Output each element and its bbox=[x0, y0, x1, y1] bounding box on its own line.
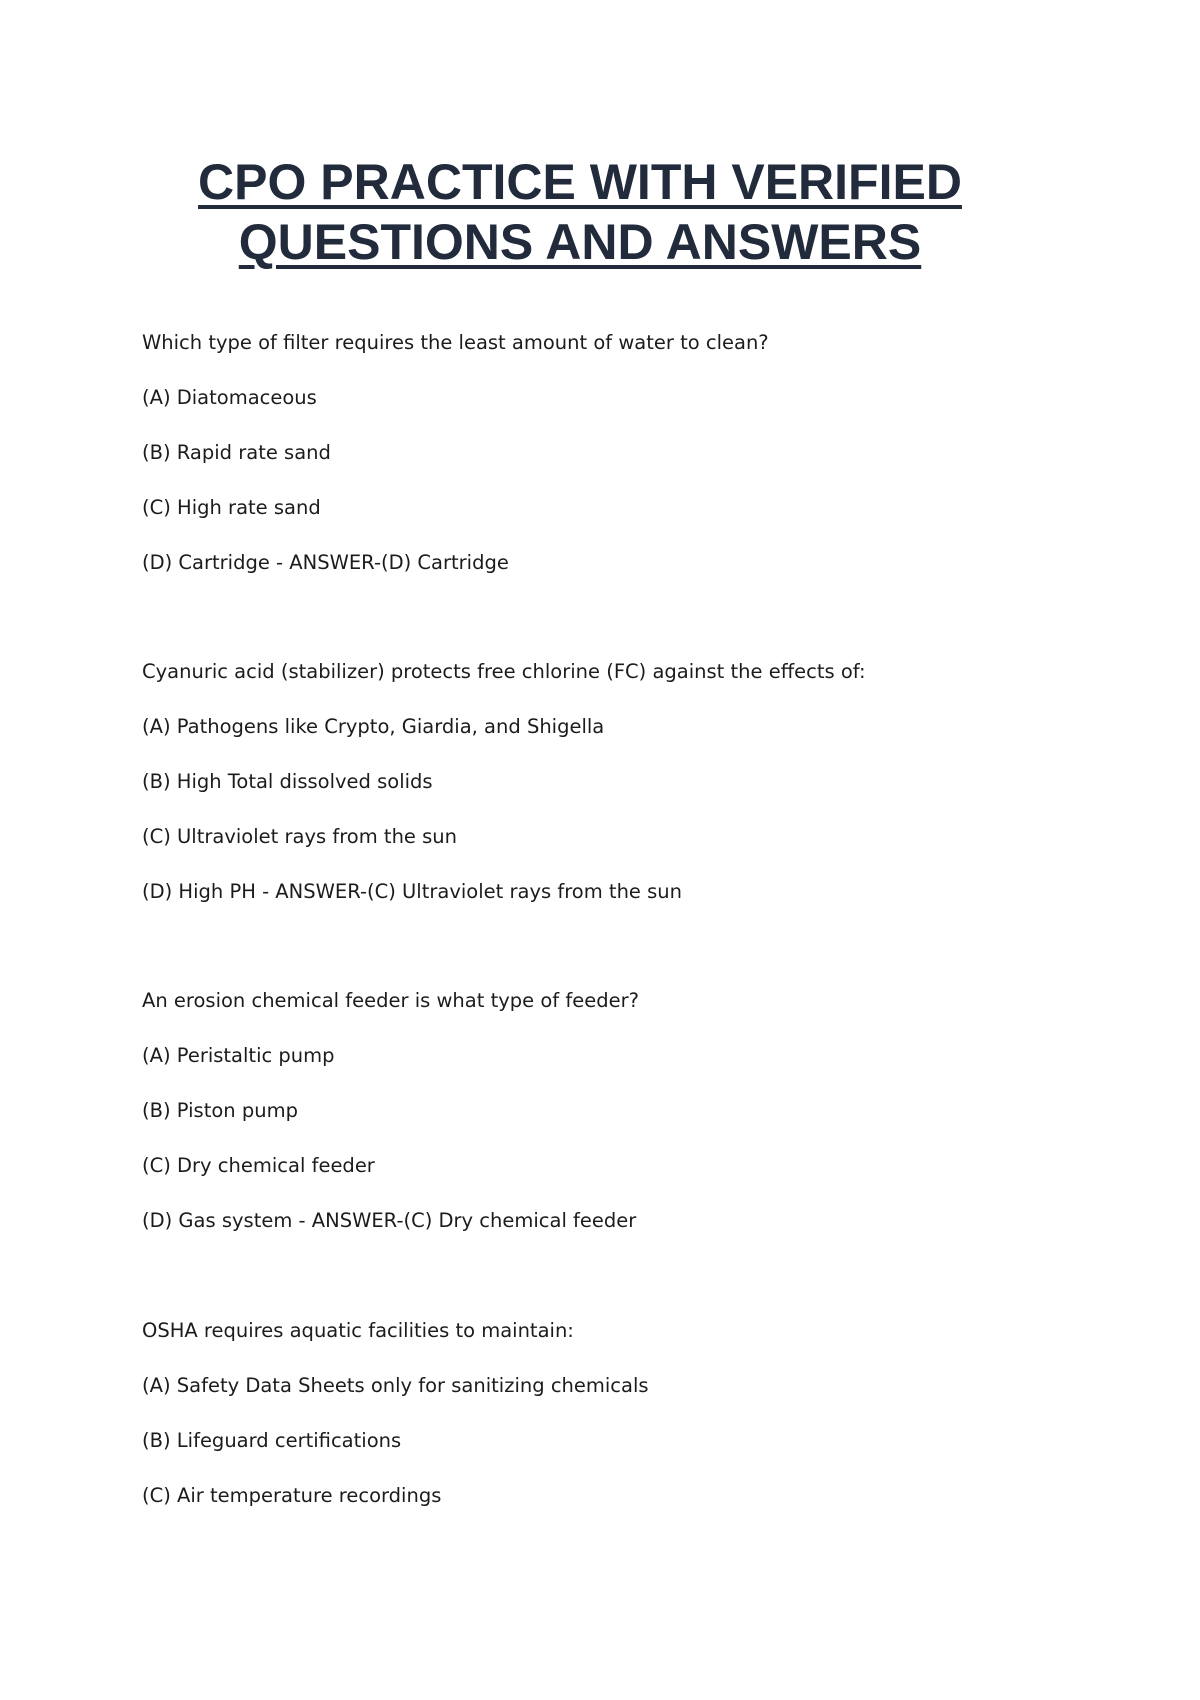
document-title bbox=[0, 152, 1160, 272]
title-line-1: CPO PRACTICE WITH VERIFIED bbox=[198, 154, 962, 210]
question-text: Cyanuric acid (stabilizer) protects free chlorine (FC) against the effects of: bbox=[142, 660, 866, 683]
option-c: (C) Ultraviolet rays from the sun bbox=[142, 825, 457, 848]
option-a: (A) Peristaltic pump bbox=[142, 1044, 335, 1067]
option-d-with-answer: (D) Cartridge - ANSWER-(D) Cartridge bbox=[142, 551, 509, 574]
option-a: (A) Diatomaceous bbox=[142, 386, 317, 409]
option-b: (B) Rapid rate sand bbox=[142, 441, 331, 464]
question-text: OSHA requires aquatic facilities to maintain: bbox=[142, 1319, 574, 1342]
option-b: (B) Lifeguard certifications bbox=[142, 1429, 402, 1452]
option-d-with-answer: (D) Gas system - ANSWER-(C) Dry chemical feeder bbox=[142, 1209, 637, 1232]
question-block-1 bbox=[142, 330, 1142, 605]
question-text: Which type of filter requires the least amount of water to clean? bbox=[142, 331, 769, 354]
question-block-4 bbox=[142, 1318, 1142, 1538]
option-c: (C) Air temperature recordings bbox=[142, 1484, 442, 1507]
option-b: (B) High Total dissolved solids bbox=[142, 770, 433, 793]
title-line-2: QUESTIONS AND ANSWERS bbox=[238, 214, 922, 270]
option-a: (A) Safety Data Sheets only for sanitizing chemicals bbox=[142, 1374, 649, 1397]
option-d-with-answer: (D) High PH - ANSWER-(C) Ultraviolet rays from the sun bbox=[142, 880, 683, 903]
option-b: (B) Piston pump bbox=[142, 1099, 298, 1122]
option-c: (C) Dry chemical feeder bbox=[142, 1154, 375, 1177]
option-c: (C) High rate sand bbox=[142, 496, 321, 519]
option-a: (A) Pathogens like Crypto, Giardia, and Shigella bbox=[142, 715, 605, 738]
question-block-2 bbox=[142, 659, 1142, 934]
question-block-3 bbox=[142, 988, 1142, 1263]
question-text: An erosion chemical feeder is what type of feeder? bbox=[142, 989, 639, 1012]
